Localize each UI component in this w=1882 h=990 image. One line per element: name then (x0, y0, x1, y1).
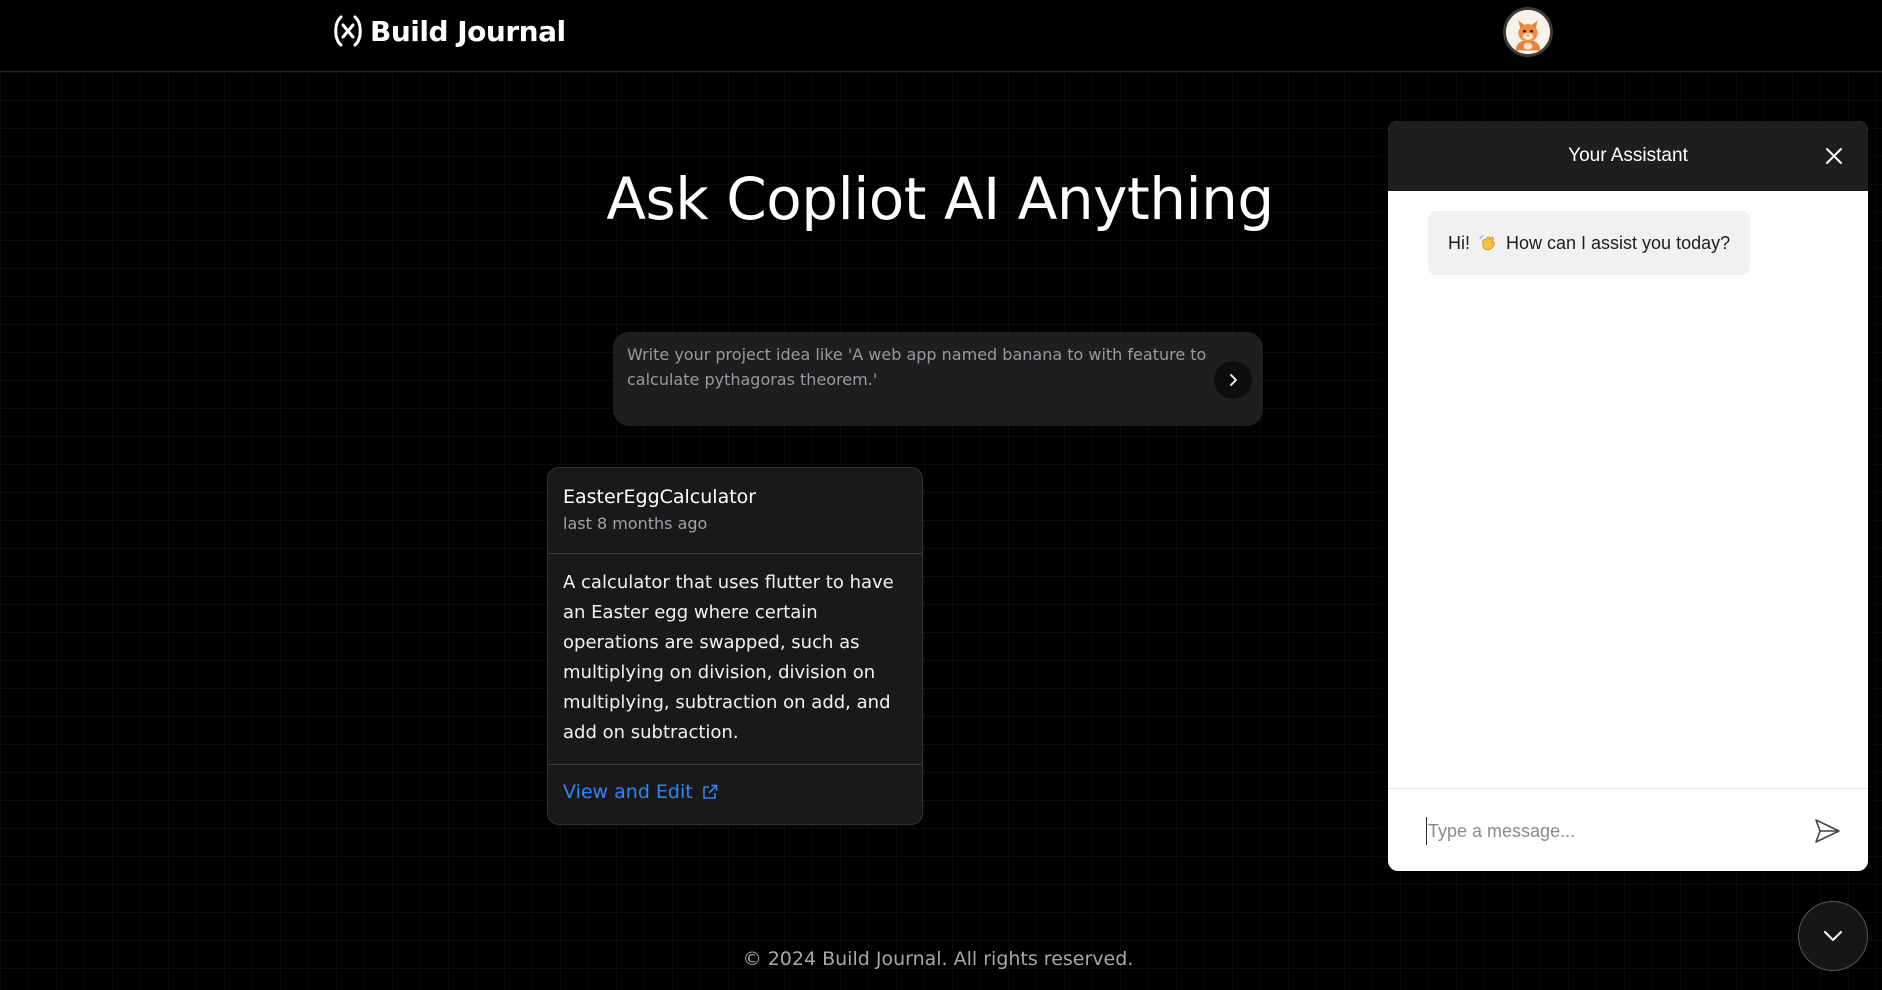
cat-avatar-icon (1506, 10, 1550, 54)
project-card-header (548, 468, 922, 554)
view-and-edit-label: View and Edit (563, 781, 693, 803)
waving-hand-icon (1478, 233, 1498, 253)
chat-send-button[interactable] (1812, 816, 1842, 846)
chat-input-bar (1388, 788, 1868, 871)
project-card-footer (548, 765, 922, 819)
chat-title: Your Assistant (1568, 145, 1688, 166)
user-avatar[interactable] (1503, 7, 1553, 57)
project-card (547, 467, 923, 825)
project-updated-time: last 8 months ago (563, 514, 708, 533)
view-and-edit-link[interactable] (563, 781, 719, 803)
idea-submit-button[interactable] (1214, 361, 1252, 399)
top-navbar (0, 0, 1882, 72)
chat-toggle-button[interactable] (1798, 901, 1868, 971)
chat-message-input[interactable] (1426, 817, 1786, 845)
external-link-icon (701, 783, 719, 801)
brand-name: Build Journal (370, 14, 566, 48)
chevron-right-icon (1225, 372, 1241, 388)
project-description: A calculator that uses flutter to have an Easter egg where certain operations are swapped, such as multiplying on division, division on multiplying, subtraction on add, and add on subtraction. (548, 554, 922, 765)
project-title: EasterEggCalculator (563, 486, 757, 508)
assistant-chat-panel (1388, 121, 1868, 871)
chat-header (1388, 121, 1868, 191)
x-logo-icon (330, 13, 366, 49)
page-title: Ask Copliot AI Anything (606, 165, 1274, 233)
assistant-message (1428, 211, 1750, 275)
project-idea-box (613, 332, 1263, 426)
chevron-down-icon (1821, 924, 1845, 948)
project-idea-input[interactable] (627, 342, 1207, 416)
message-text: How can I assist you today? (1506, 232, 1731, 253)
chat-close-button[interactable] (1822, 144, 1846, 168)
footer-copyright: © 2024 Build Journal. All rights reserved. (742, 948, 1134, 970)
send-icon (1812, 816, 1842, 846)
close-icon (1822, 144, 1846, 168)
message-greeting: Hi! (1448, 232, 1470, 253)
brand-logo[interactable] (330, 13, 566, 49)
